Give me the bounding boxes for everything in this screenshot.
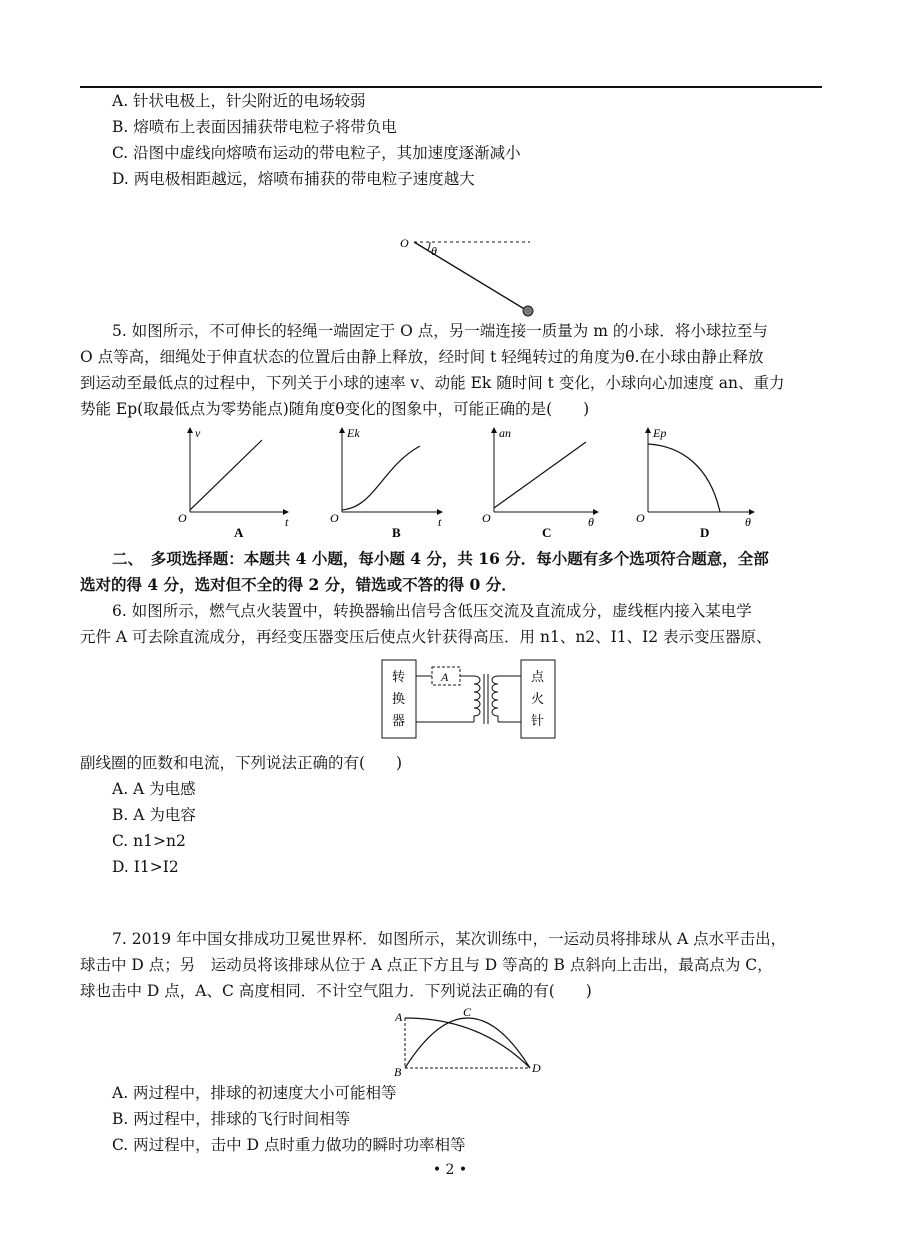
svg-text:O: O (330, 511, 339, 525)
svg-text:针: 针 (531, 713, 545, 728)
header-rule (80, 86, 822, 88)
primary-coil (474, 676, 480, 722)
svg-text:转: 转 (392, 669, 406, 684)
graph-a (178, 426, 289, 540)
q6-option-d: D. I1>I2 (112, 858, 179, 876)
q6-circuit-figure (378, 656, 568, 744)
q7-option-c: C. 两过程中，击中 D 点时重力做功的瞬时功率相等 (112, 1136, 466, 1154)
svg-text:B: B (394, 1065, 402, 1078)
q7-option-a: A. 两过程中，排球的初速度大小可能相等 (112, 1084, 397, 1102)
q6-line-3: 副线圈的匝数和电流，下列说法正确的有( ) (80, 754, 403, 772)
ball (523, 306, 533, 316)
svg-text:点: 点 (531, 669, 545, 684)
graph-c-curve (494, 442, 586, 508)
q4-option-b: B. 熔喷布上表面因捕获带电粒子将带负电 (112, 118, 397, 136)
graph-a-letter: A (234, 525, 244, 540)
q6-option-b: B. A 为电容 (112, 806, 196, 824)
graph-d-letter: D (700, 525, 710, 540)
graph-b-letter: B (392, 525, 401, 540)
graph-d-curve (648, 444, 720, 512)
q4-option-d: D. 两电极相距越远，熔喷布捕获的带电粒子速度越大 (112, 170, 475, 188)
graph-a-curve (190, 440, 262, 510)
q4-option-c: C. 沿图中虚线向熔喷布运动的带电粒子，其加速度逐渐减小 (112, 144, 521, 162)
q7-line-1: 7. 2019 年中国女排成功卫冕世界杯．如图所示，某次训练中，一运动员将排球从 A 点水平击出， (112, 930, 787, 948)
q6-option-a: A. A 为电感 (112, 780, 196, 798)
q6-option-c: C. n1>n2 (112, 832, 186, 850)
trajectory-b-c-d (405, 1018, 530, 1068)
svg-text:Ep: Ep (653, 426, 667, 440)
graph-c-letter: C (542, 525, 552, 540)
q5-line-1: 5. 如图所示，不可伸长的轻绳一端固定于 O 点，另一端连接一质量为 m 的小球．将小球拉至与 (112, 322, 768, 340)
label-theta: θ (431, 244, 437, 258)
q6-line-1: 6. 如图所示，燃气点火装置中，转换器输出信号含低压交流及直流成分，虚线框内接入某电学 (112, 602, 752, 620)
svg-text:θ: θ (588, 515, 594, 529)
page-number: • 2 • (432, 1162, 468, 1178)
svg-text:火: 火 (531, 691, 545, 706)
label-o: O (400, 236, 409, 250)
q7-line-3: 球也击中 D 点，A、C 高度相同．不计空气阻力．下列说法正确的有( ) (80, 982, 592, 1000)
q7-trajectory-figure (390, 1006, 550, 1078)
svg-text:an: an (499, 426, 511, 440)
svg-text:D: D (532, 1061, 541, 1075)
svg-text:O: O (636, 511, 645, 525)
graph-b-curve (342, 446, 420, 510)
graph-c (482, 426, 598, 540)
svg-text:A: A (395, 1010, 403, 1024)
section2-line-2: 选对的得 4 分，选对但不全的得 2 分，错选或不答的得 0 分． (80, 575, 517, 594)
q5-line-2: O 点等高，细绳处于伸直状态的位置后由静上释放，经时间 t 轻绳转过的角度为θ.在小球由静止释放 (80, 348, 764, 366)
svg-text:Ek: Ek (347, 426, 360, 440)
section2-line-1: 二、 多项选择题：本题共 4 小题，每小题 4 分，共 16 分．每小题有多个选项符合题意，全部 (112, 549, 769, 568)
graph-b (330, 426, 442, 540)
svg-text:O: O (178, 511, 187, 525)
q5-graphs (170, 422, 790, 546)
svg-text:A: A (441, 670, 449, 684)
secondary-coil (492, 676, 498, 722)
q5-line-3: 到运动至最低点的过程中，下列关于小球的速率 v、动能 Ek 随时间 t 变化，小球向心加速度 an、重力 (80, 374, 785, 392)
graph-d (636, 426, 754, 540)
angle-arc (428, 242, 430, 250)
svg-text:θ: θ (745, 515, 751, 529)
svg-text:v: v (195, 426, 201, 440)
q7-line-2: 球击中 D 点；另 运动员将该排球从位于 A 点正下方且与 D 等高的 B 点斜向上击出，最高点为 C， (80, 956, 773, 974)
svg-text:C: C (463, 1006, 472, 1019)
svg-text:t: t (285, 515, 289, 529)
q6-line-2: 元件 A 可去除直流成分，再经变压器变压后使点火针获得高压．用 n1、n2、I1、I2 表示变压器原、 (80, 628, 772, 646)
q4-option-a: A. 针状电极上，针尖附近的电场较弱 (112, 92, 366, 110)
svg-text:t: t (438, 515, 442, 529)
q7-option-b: B. 两过程中，排球的飞行时间相等 (112, 1110, 351, 1128)
q5-pendulum-figure (390, 230, 550, 320)
svg-text:换: 换 (392, 691, 406, 706)
q5-line-4: 势能 Ep(取最低点为零势能点)随角度θ变化的图象中，可能正确的是( ) (80, 400, 590, 418)
svg-text:O: O (482, 511, 491, 525)
svg-text:器: 器 (392, 713, 406, 728)
